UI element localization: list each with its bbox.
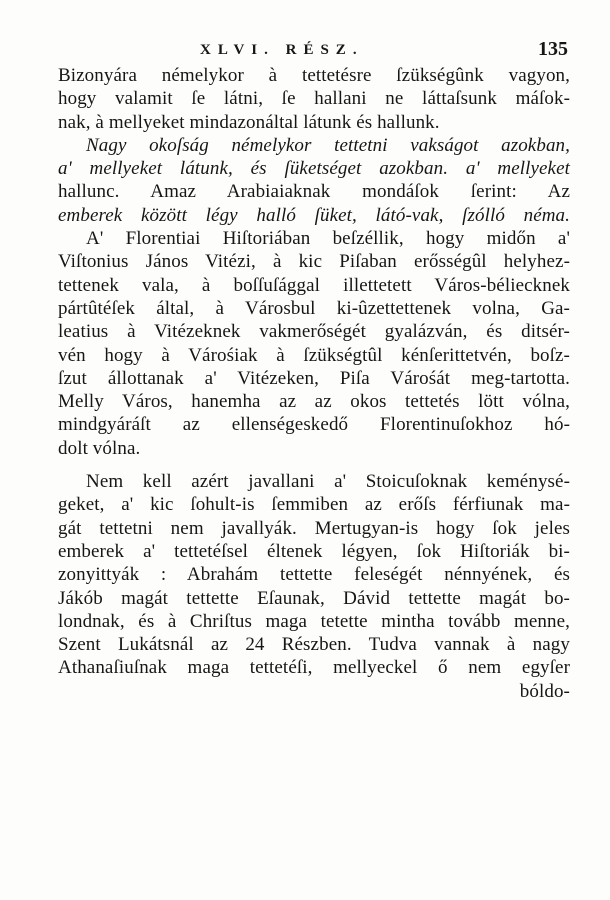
text-line: geket, a' kic ſohult-is ſemmiben az erőſs férfiunak ma- xyxy=(58,494,570,516)
text-line: dolt vólna. xyxy=(58,437,141,459)
text-line: Jákób magát tettette Eſaunak, Dávid tettette magát bo- xyxy=(58,587,570,609)
text-line: emberek között légy halló ſüket, látó-vak, ſzólló néma. xyxy=(58,204,570,226)
text-line: Nem kell azért javallani a' Stoicuſoknak keménysé- xyxy=(86,471,570,493)
text-line: gát tettetni nem javallyák. Mertugyan-is hogy ſok jeles xyxy=(58,517,570,539)
text-line: londnak, és à Chriſtus maga tetette mintha tovább menne, xyxy=(58,610,570,632)
body-text xyxy=(58,64,570,703)
running-head: XLVI. RÉSZ. xyxy=(200,42,364,58)
page-number: 135 xyxy=(538,38,568,60)
text-line: Bizonyára némelykor à tettetésre ſzükségûnk vagyon, xyxy=(58,65,570,86)
text-line: hallunc. Amaz Arabiaiaknak mondáſok ſerint: Az xyxy=(58,181,570,203)
paragraph-gap xyxy=(58,460,570,470)
text-line: Szent Lukátsnál az 24 Részben. Tudva vannak à nagy xyxy=(58,634,570,656)
text-line: leatius à Vitézeknek vakmerőségét gyalázván, és ditsér- xyxy=(58,321,570,343)
text-line: zonyittyák : Abrahám tettette feleségét nénnyének, és xyxy=(58,564,570,586)
text-line: tettenek vala, à boſſuſággal illettetett Város-béliecknek xyxy=(58,274,570,296)
text-line: hogy valamit ſe látni, ſe hallani ne láttaſsunk máſok- xyxy=(58,88,570,110)
text-line: mindgyáráſt az ellenségeskedő Florentinuſokhoz hó- xyxy=(58,414,570,436)
text-line: A' Florentiai Hiſtoriában beſzéllik, hogy midőn a' xyxy=(86,228,570,250)
text-line: Viſtonius János Vitézi, à kic Piſaban erősségûl helyhez- xyxy=(58,251,570,273)
text-line: Athanaſiuſnak maga tettetéſi, mellyeckel ő nem egyſer xyxy=(58,657,570,679)
text-line: Nagy okoſság némelykor tettetni vakságot azokban, xyxy=(86,134,570,156)
text-line: Melly Város, hanemha az az okos tettetés lött vólna, xyxy=(58,391,570,413)
text-line: pártûtéſek által, à Városbul ki-ûzettettenek volna, Ga- xyxy=(58,297,570,319)
text-line: emberek a' tettetéſsel éltenek légyen, ſok Hiſtoriák bi- xyxy=(58,540,570,562)
text-line: nak, à mellyeket mindazonáltal látunk és hallunk. xyxy=(58,111,440,133)
text-line: vén hogy à Várośiak à ſzükségtûl kénſerittetvén, boſz- xyxy=(58,344,570,366)
page-header xyxy=(60,40,568,66)
catchword: bóldo- xyxy=(519,680,570,702)
text-line: ſzut állottanak a' Vitézeken, Piſa Várośát meg-tartotta. xyxy=(58,367,570,389)
text-line: a' mellyeket látunk, és ſüketséget azokban. a' mellyeket xyxy=(58,158,570,180)
